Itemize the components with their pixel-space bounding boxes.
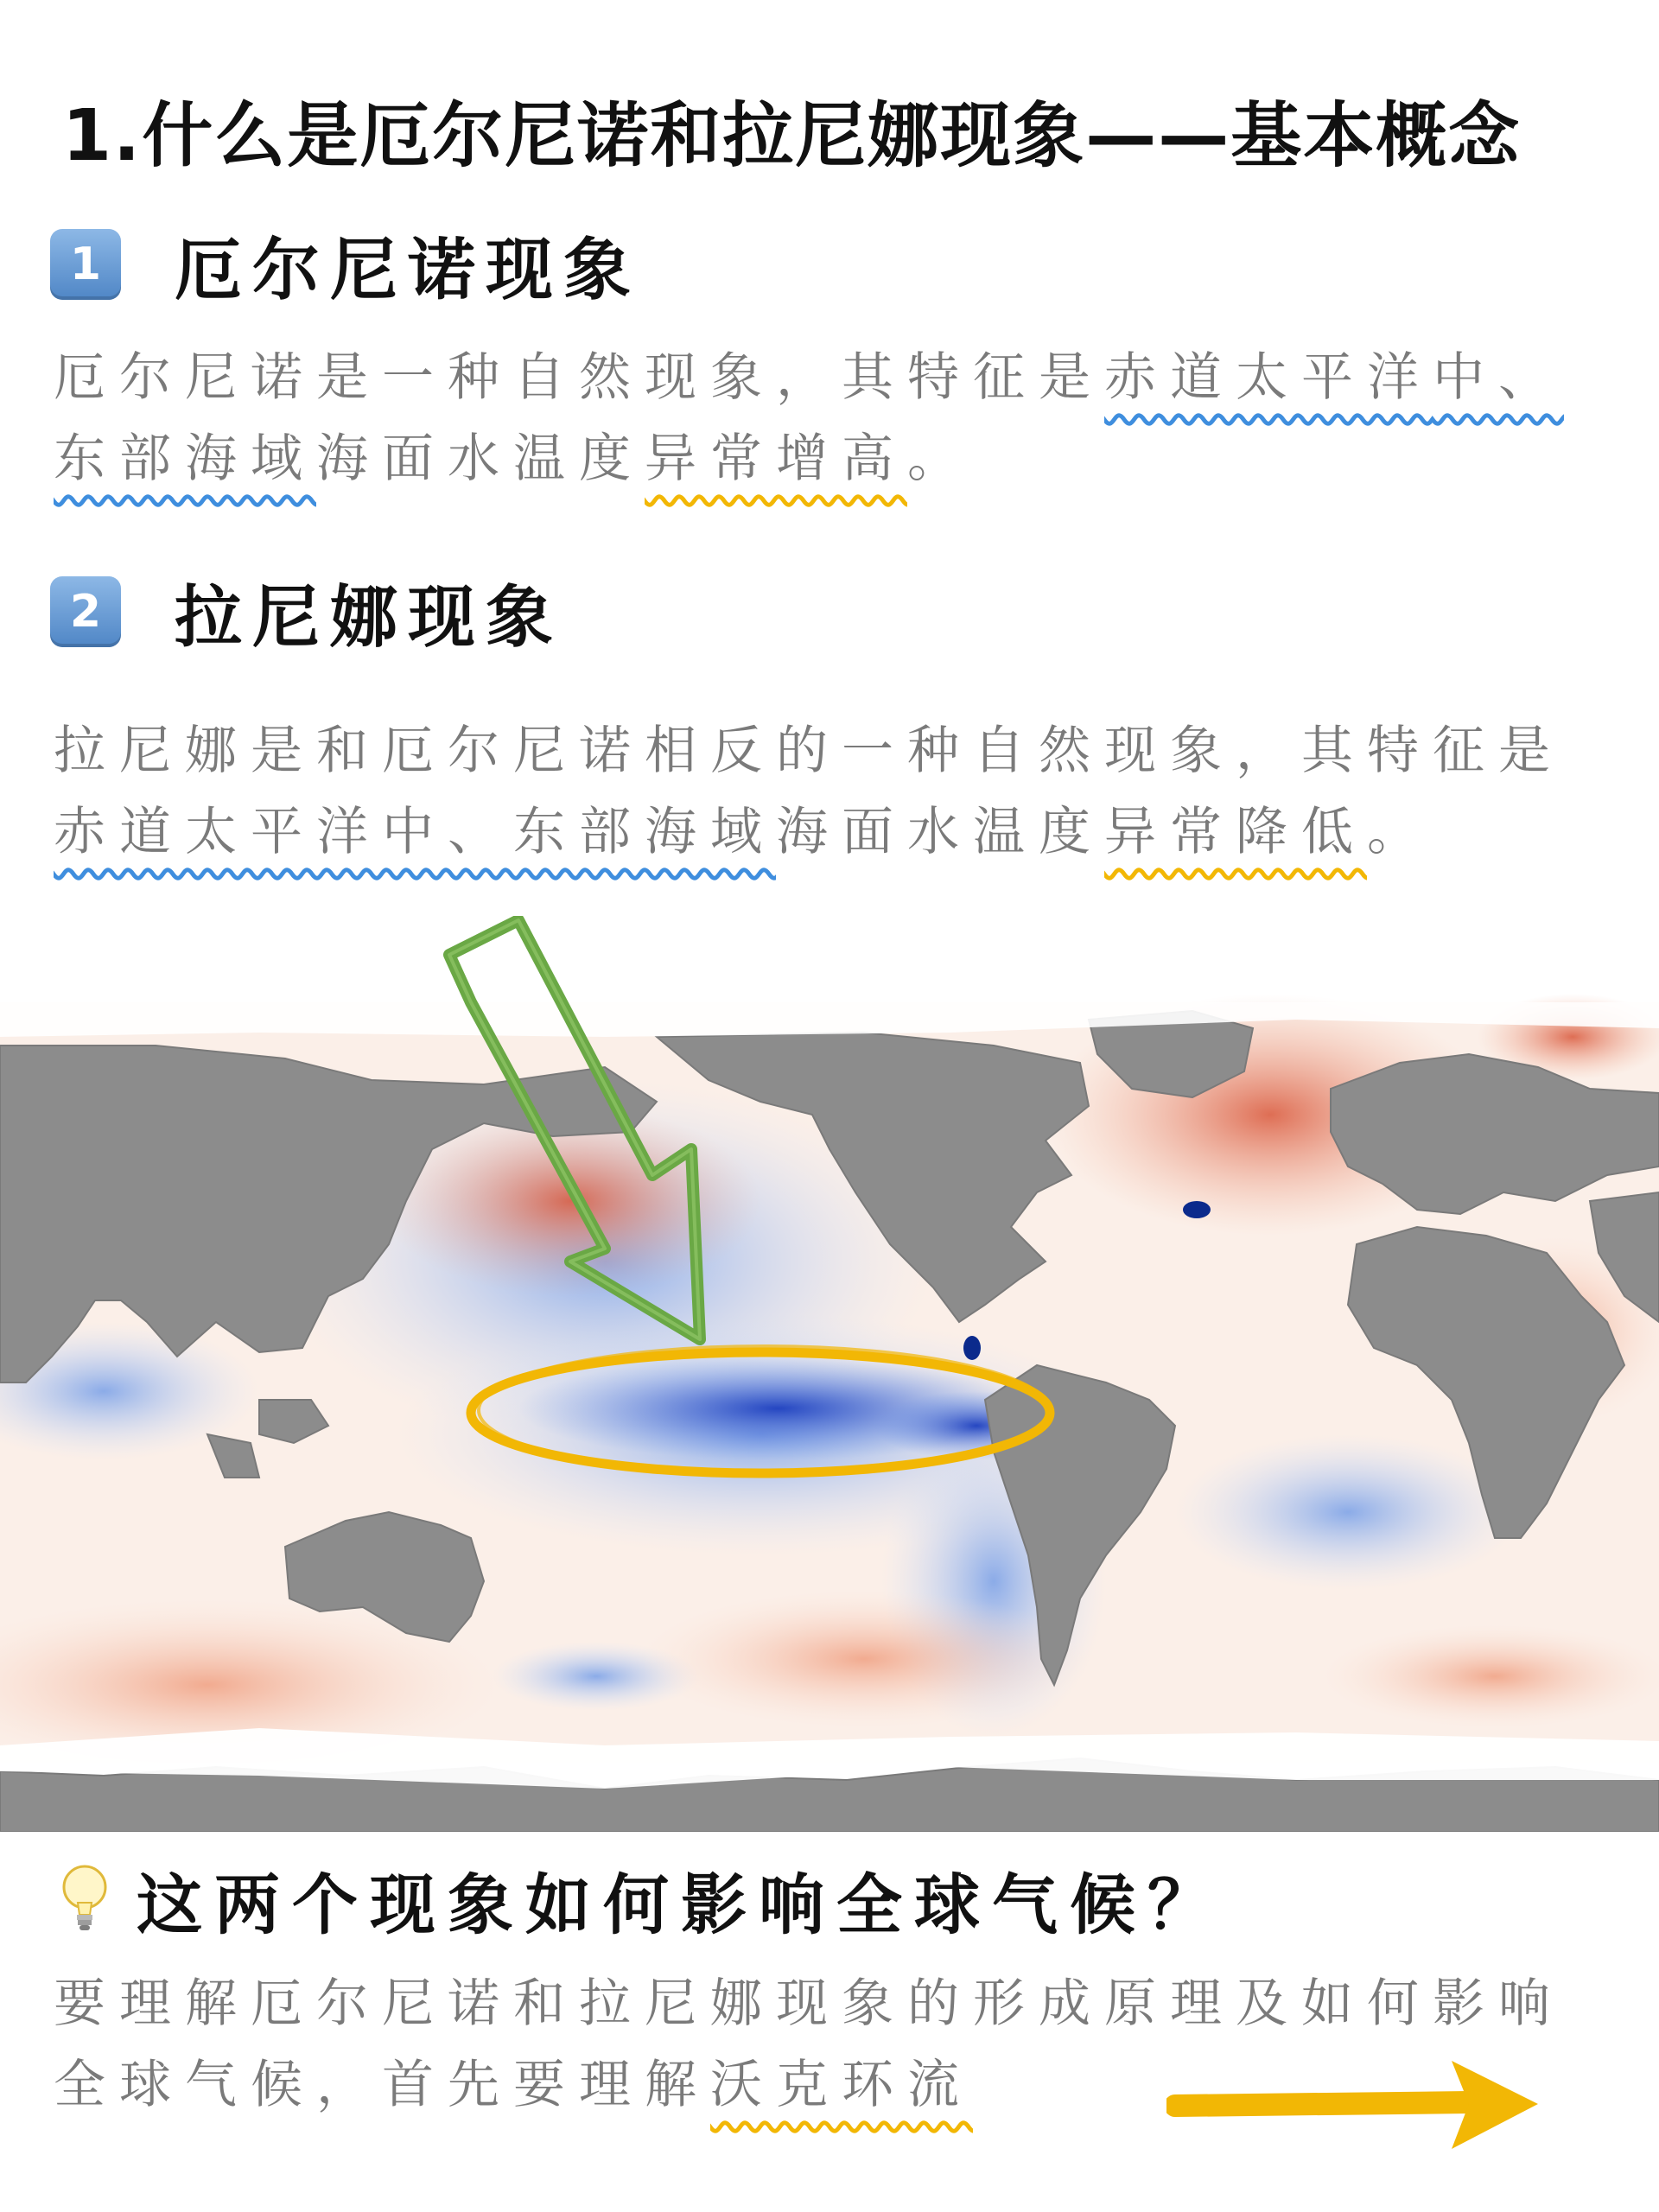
- page-title: 1.什么是厄尔尼诺和拉尼娜现象——基本概念: [62, 95, 1522, 177]
- section-2-header: [50, 570, 564, 657]
- section-1-text: 厄尔尼诺是一种自然现象，其特征是: [54, 347, 1104, 408]
- number-2-badge-icon: 2: [50, 576, 121, 647]
- section-1-highlight-increase: 异常增高: [645, 429, 907, 489]
- section-2-period: 。: [1367, 802, 1433, 862]
- section-2-underlined-region: 赤道太平洋中、东部海域: [54, 802, 776, 862]
- cold-anomaly-south-atlantic: [1175, 1434, 1521, 1590]
- world-map-icon: [0, 916, 1659, 1832]
- warm-anomaly-south-atlantic: [1322, 1624, 1659, 1728]
- sea-surface-temperature-map: [0, 916, 1659, 1832]
- question-text: 要理解厄尔尼诺和拉尼娜现象的形成原理及如何影响全球气候，首先要理解: [54, 1974, 1564, 2115]
- next-arrow-icon[interactable]: [1166, 2052, 1547, 2156]
- section-1-header: [50, 223, 642, 309]
- lightbulb-icon: [59, 1861, 111, 1937]
- section-2-description: [54, 710, 1618, 873]
- cold-spot-gulf-stream: [1183, 1201, 1211, 1218]
- section-2-text: 拉尼娜是和厄尔尼诺相反的一种自然现象，其特征是: [54, 721, 1564, 781]
- walker-circulation-highlight: 沃克环流: [710, 2055, 973, 2115]
- section-2-title: 拉尼娜现象: [175, 579, 564, 657]
- section-1-text-2: 海面水温度: [316, 429, 645, 489]
- section-2-highlight-decrease: 异常降低: [1104, 802, 1367, 862]
- section-1-underlined-region: 赤道太平洋: [1104, 347, 1433, 408]
- question-header: [59, 1856, 1225, 1942]
- section-1-period: 。: [907, 429, 973, 489]
- section-2-text-2: 海面水温度: [776, 802, 1104, 862]
- section-1-description: [54, 337, 1618, 499]
- number-1-badge-icon: 1: [50, 229, 121, 300]
- warm-anomaly-south-pacific: [639, 1590, 1089, 1728]
- section-1-underlined-region-2: 中、东部海域: [54, 347, 1564, 489]
- cold-spot-central-america: [963, 1336, 981, 1360]
- section-1-title: 厄尔尼诺现象: [175, 232, 642, 309]
- question-title: 这两个现象如何影响全球气候？: [137, 1866, 1225, 1943]
